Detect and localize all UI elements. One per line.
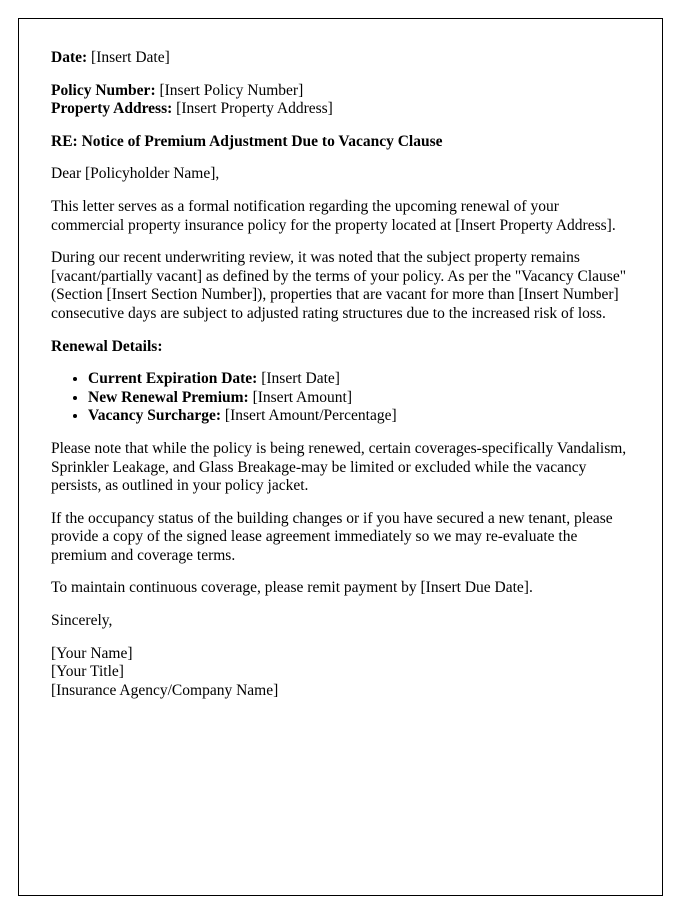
policy-number-line xyxy=(51,82,630,101)
closing: Sincerely, xyxy=(51,612,113,630)
signature-name: [Your Name] xyxy=(51,644,133,662)
paragraph-occupancy-change: If the occupancy status of the building changes or if you have secured a new tenant, please provide a copy of the signed lease agreement immediately so we may re-evaluate the premium and coverage terms. xyxy=(51,509,613,564)
letter-document xyxy=(18,18,663,896)
signature-title: [Your Title] xyxy=(51,663,124,681)
renewal-details-list xyxy=(51,370,630,426)
policy-number-label: Policy Number: xyxy=(51,81,156,99)
policy-info-block xyxy=(51,82,630,119)
list-item-value: [Insert Amount] xyxy=(248,388,353,406)
list-item-label: Vacancy Surcharge: xyxy=(88,407,222,425)
list-item-expiration-date xyxy=(88,370,630,389)
subject-line xyxy=(51,133,630,152)
list-item-vacancy-surcharge xyxy=(88,407,630,426)
subject-text: RE: Notice of Premium Adjustment Due to Vacancy Clause xyxy=(51,132,443,150)
signature-company: [Insurance Agency/Company Name] xyxy=(51,681,279,699)
date-value: [Insert Date] xyxy=(87,49,170,66)
signature-block xyxy=(51,645,630,701)
date-line xyxy=(51,49,630,68)
property-address-line xyxy=(51,100,630,119)
list-item-value: [Insert Amount/Percentage] xyxy=(221,407,397,425)
list-item-value: [Insert Date] xyxy=(257,370,340,388)
property-address-label: Property Address: xyxy=(51,100,173,118)
salutation: Dear [Policyholder Name], xyxy=(51,165,220,183)
list-item-label: New Renewal Premium: xyxy=(88,388,249,406)
renewal-details-heading xyxy=(51,338,630,357)
renewal-details-heading-text: Renewal Details: xyxy=(51,337,163,355)
paragraph-intro: This letter serves as a formal notification regarding the upcoming renewal of your commercial property insurance policy for the property located at [Insert Property Address]. xyxy=(51,197,616,234)
paragraph-coverage-limitations: Please note that while the policy is being renewed, certain coverages-specifically Vandalism, Sprinkler Leakage, and Glass Breakage-may be limited or excluded while the vacancy persists, as outlined in your policy jacket. xyxy=(51,439,627,495)
policy-number-value: [Insert Policy Number] xyxy=(155,81,304,99)
list-item-renewal-premium xyxy=(88,389,630,408)
paragraph-vacancy-review: During our recent underwriting review, it was noted that the subject property remains [vacant/partially vacant] as defined by the terms of your policy. As per the "Vacancy Clause" (Section [Insert Section Number]), properties that are vacant for more than [Insert Number] consecutive days are subject to adjusted rating structures due to the increased risk of loss. xyxy=(51,249,627,322)
list-item-label: Current Expiration Date: xyxy=(88,370,258,388)
property-address-value: [Insert Property Address] xyxy=(172,100,333,118)
date-label: Date: xyxy=(51,49,88,66)
paragraph-payment-due: To maintain continuous coverage, please remit payment by [Insert Due Date]. xyxy=(51,579,533,597)
